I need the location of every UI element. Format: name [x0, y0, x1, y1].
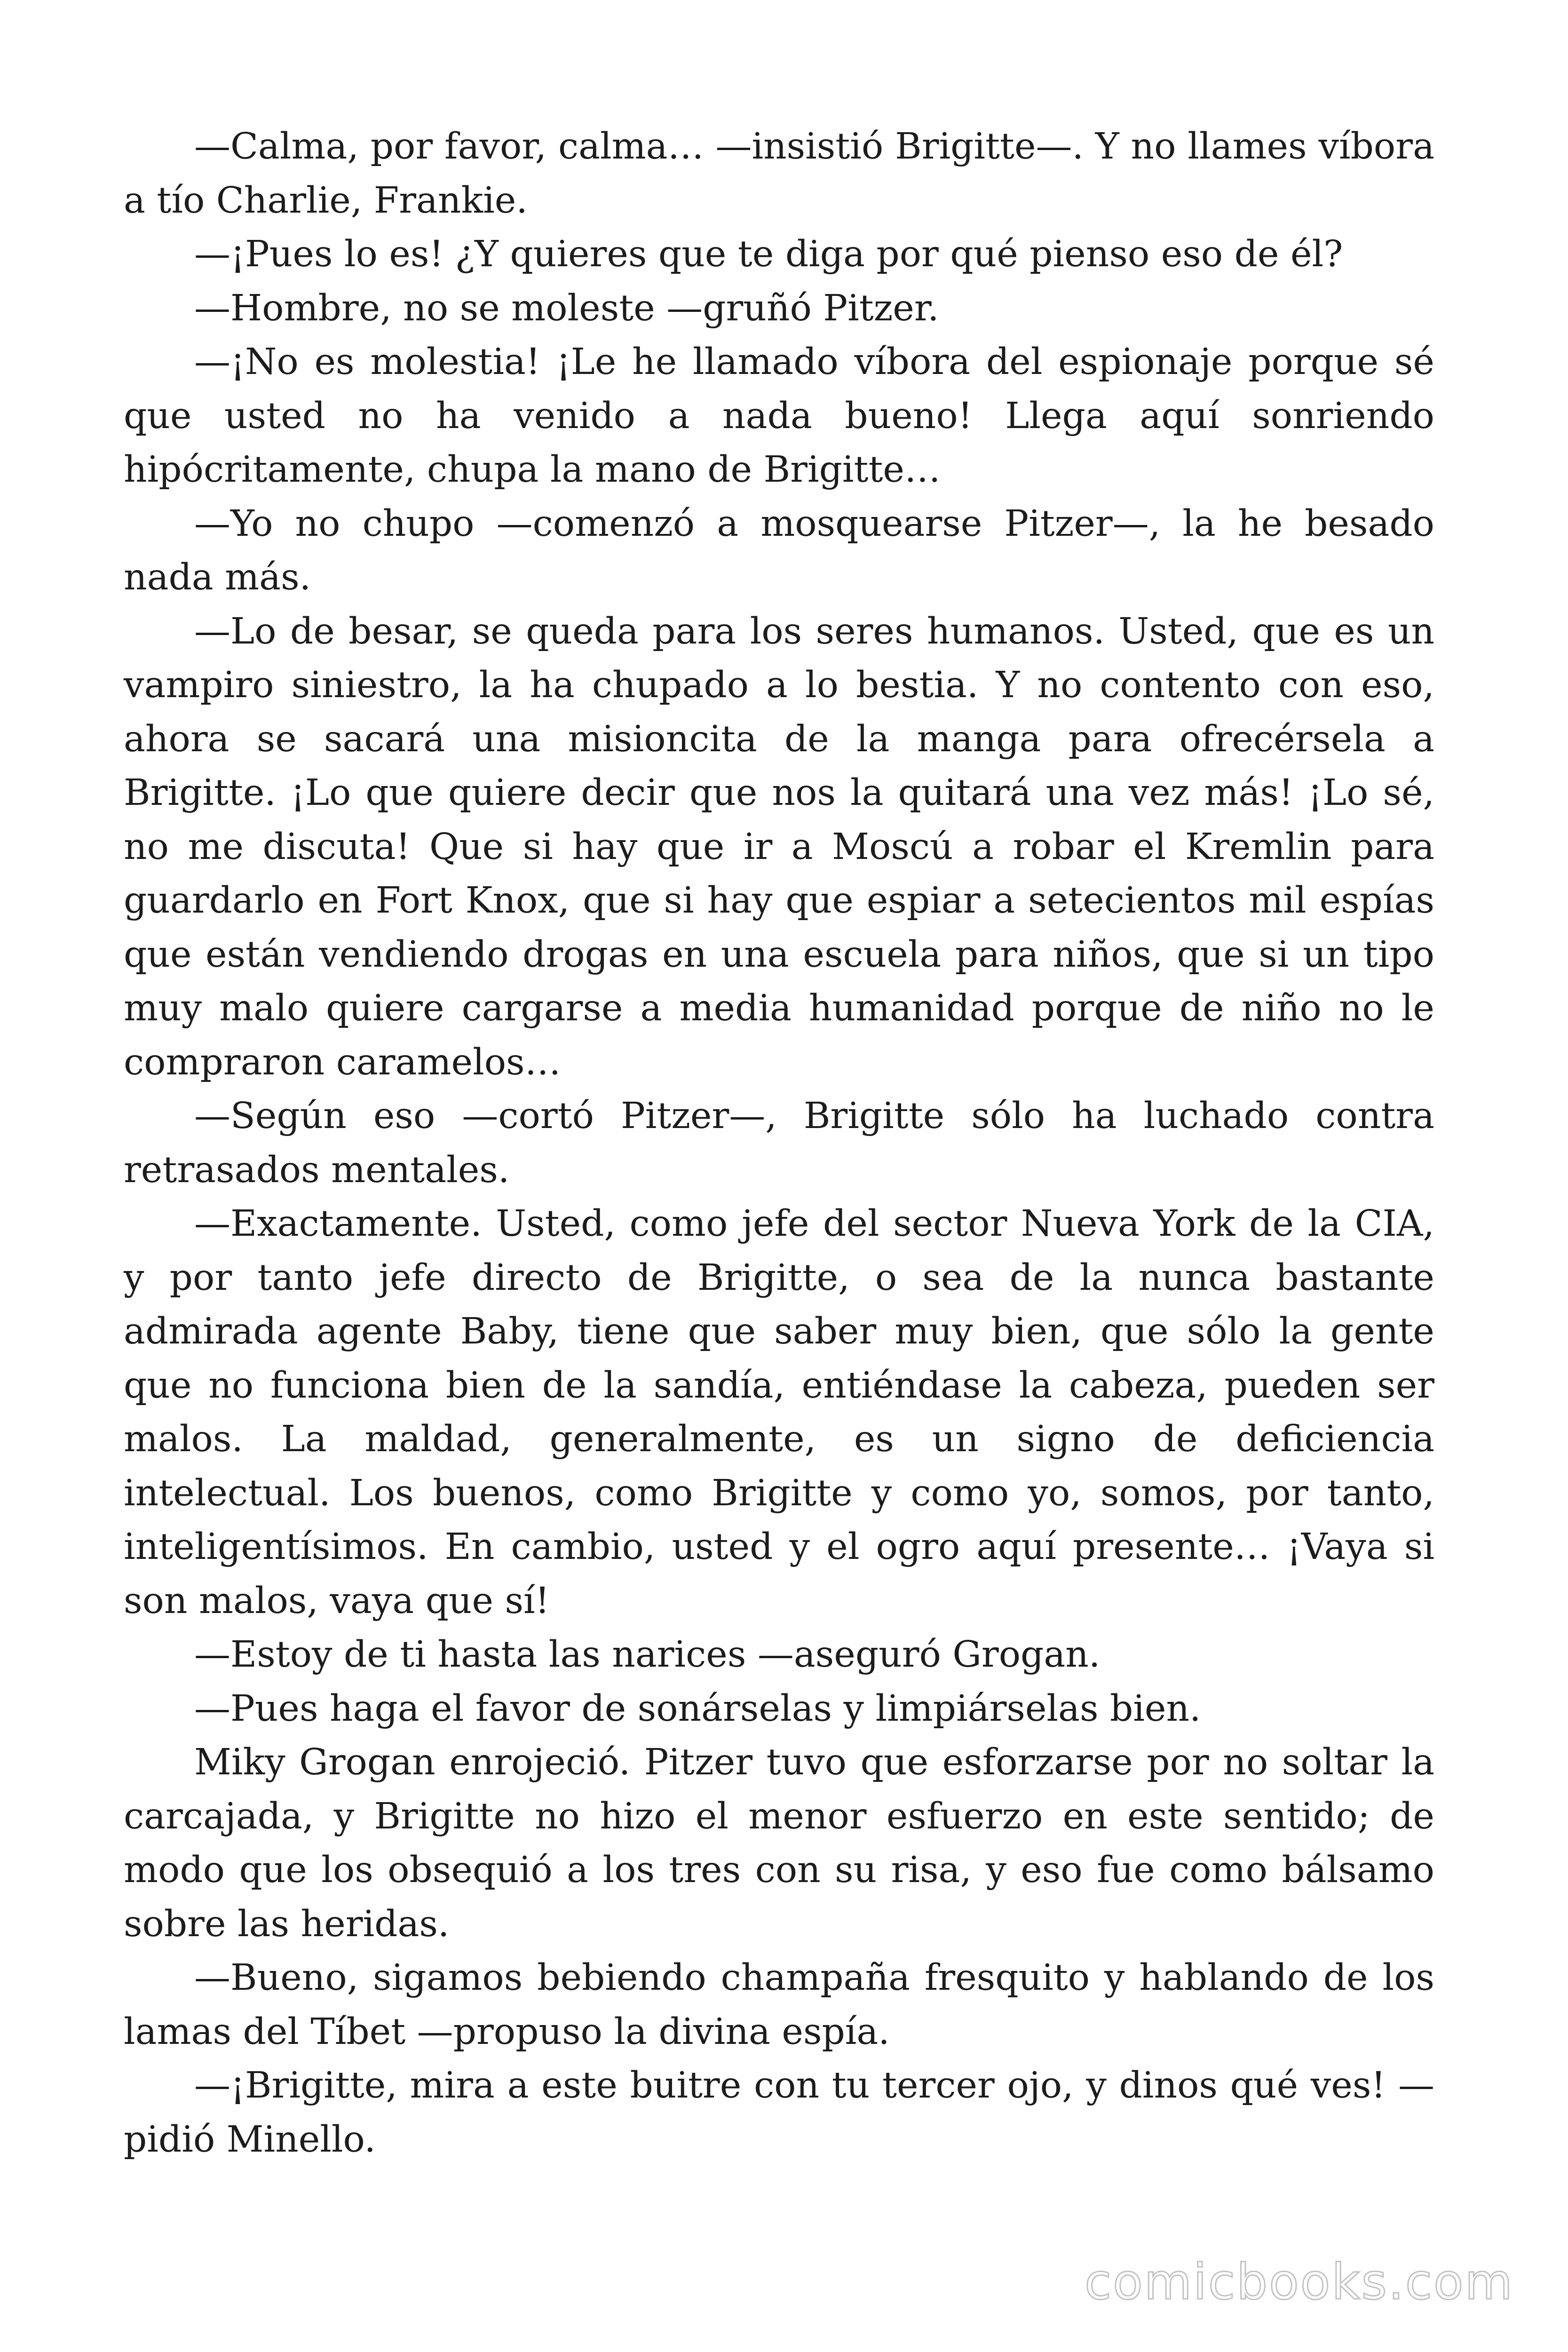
paragraph: —¡No es molestia! ¡Le he llamado víbora del espionaje porque sé que usted no ha venido a nada bueno! Llega aquí sonriendo hipócritamente, chupa la mano de Brigitte… [124, 341, 1434, 491]
paragraph: —Según eso —cortó Pitzer—, Brigitte sólo ha luchado contra retrasados mentales. [124, 1095, 1434, 1191]
paragraph: —¡Brigitte, mira a este buitre con tu tercer ojo, y dinos qué ves! —pidió Minello. [124, 2065, 1434, 2161]
paragraph: —Exactamente. Usted, como jefe del sector Nueva York de la CIA, y por tanto jefe directo de Brigitte, o sea de la nunca bastante admirada agente Baby, tiene que saber muy bien, que sólo la gente que no funciona bien de la sandía, entiéndase la cabeza, pueden ser malos. La maldad, generalmente, es un signo de deficiencia intelectual. Los buenos, como Brigitte y como yo, somos, por tanto, inteligentísimos. En cambio, usted y el ogro aquí presente… ¡Vaya si son malos, vaya que sí! [124, 1203, 1434, 1622]
watermark: comicbooks.com [1084, 2253, 1514, 2311]
paragraph: —Calma, por favor, calma… —insistió Brigitte—. Y no llames víbora a tío Charlie, Frankie. [124, 126, 1434, 222]
paragraph: —Lo de besar, se queda para los seres humanos. Usted, que es un vampiro siniestro, la ha chupado a lo bestia. Y no contento con eso, ahora se sacará una misioncita de la manga para ofrecérsela a Brigitte. ¡Lo que quiere decir que nos la quitará una vez más! ¡Lo sé, no me discuta! Que si hay que ir a Moscú a robar el Kremlin para guardarlo en Fort Knox, que si hay que espiar a setecientos mil espías que están vendiendo drogas en una escuela para niños, que si un tipo muy malo quiere cargarse a media humanidad porque de niño no le compraron caramelos… [124, 610, 1434, 1083]
paragraph: Miky Grogan enrojeció. Pitzer tuvo que esforzarse por no soltar la carcajada, y Brigitte no hizo el menor esfuerzo en este sentido; de modo que los obsequió a los tres con su risa, y eso fue como bálsamo sobre las heridas. [124, 1741, 1434, 1945]
paragraph: —Estoy de ti hasta las narices —aseguró Grogan. [194, 1634, 1101, 1676]
paragraph: —Hombre, no se moleste —gruñó Pitzer. [194, 287, 939, 329]
paragraph: —Pues haga el favor de sonárselas y limpiárselas bien. [194, 1687, 1201, 1730]
body-text [124, 120, 1434, 2167]
paragraph: —Yo no chupo —comenzó a mosquearse Pitzer—, la he besado nada más. [124, 502, 1434, 598]
paragraph: —¡Pues lo es! ¿Y quieres que te diga por qué pienso eso de él? [194, 233, 1343, 275]
paragraph: —Bueno, sigamos bebiendo champaña fresquito y hablando de los lamas del Tíbet —propuso la divina espía. [124, 1957, 1434, 2053]
